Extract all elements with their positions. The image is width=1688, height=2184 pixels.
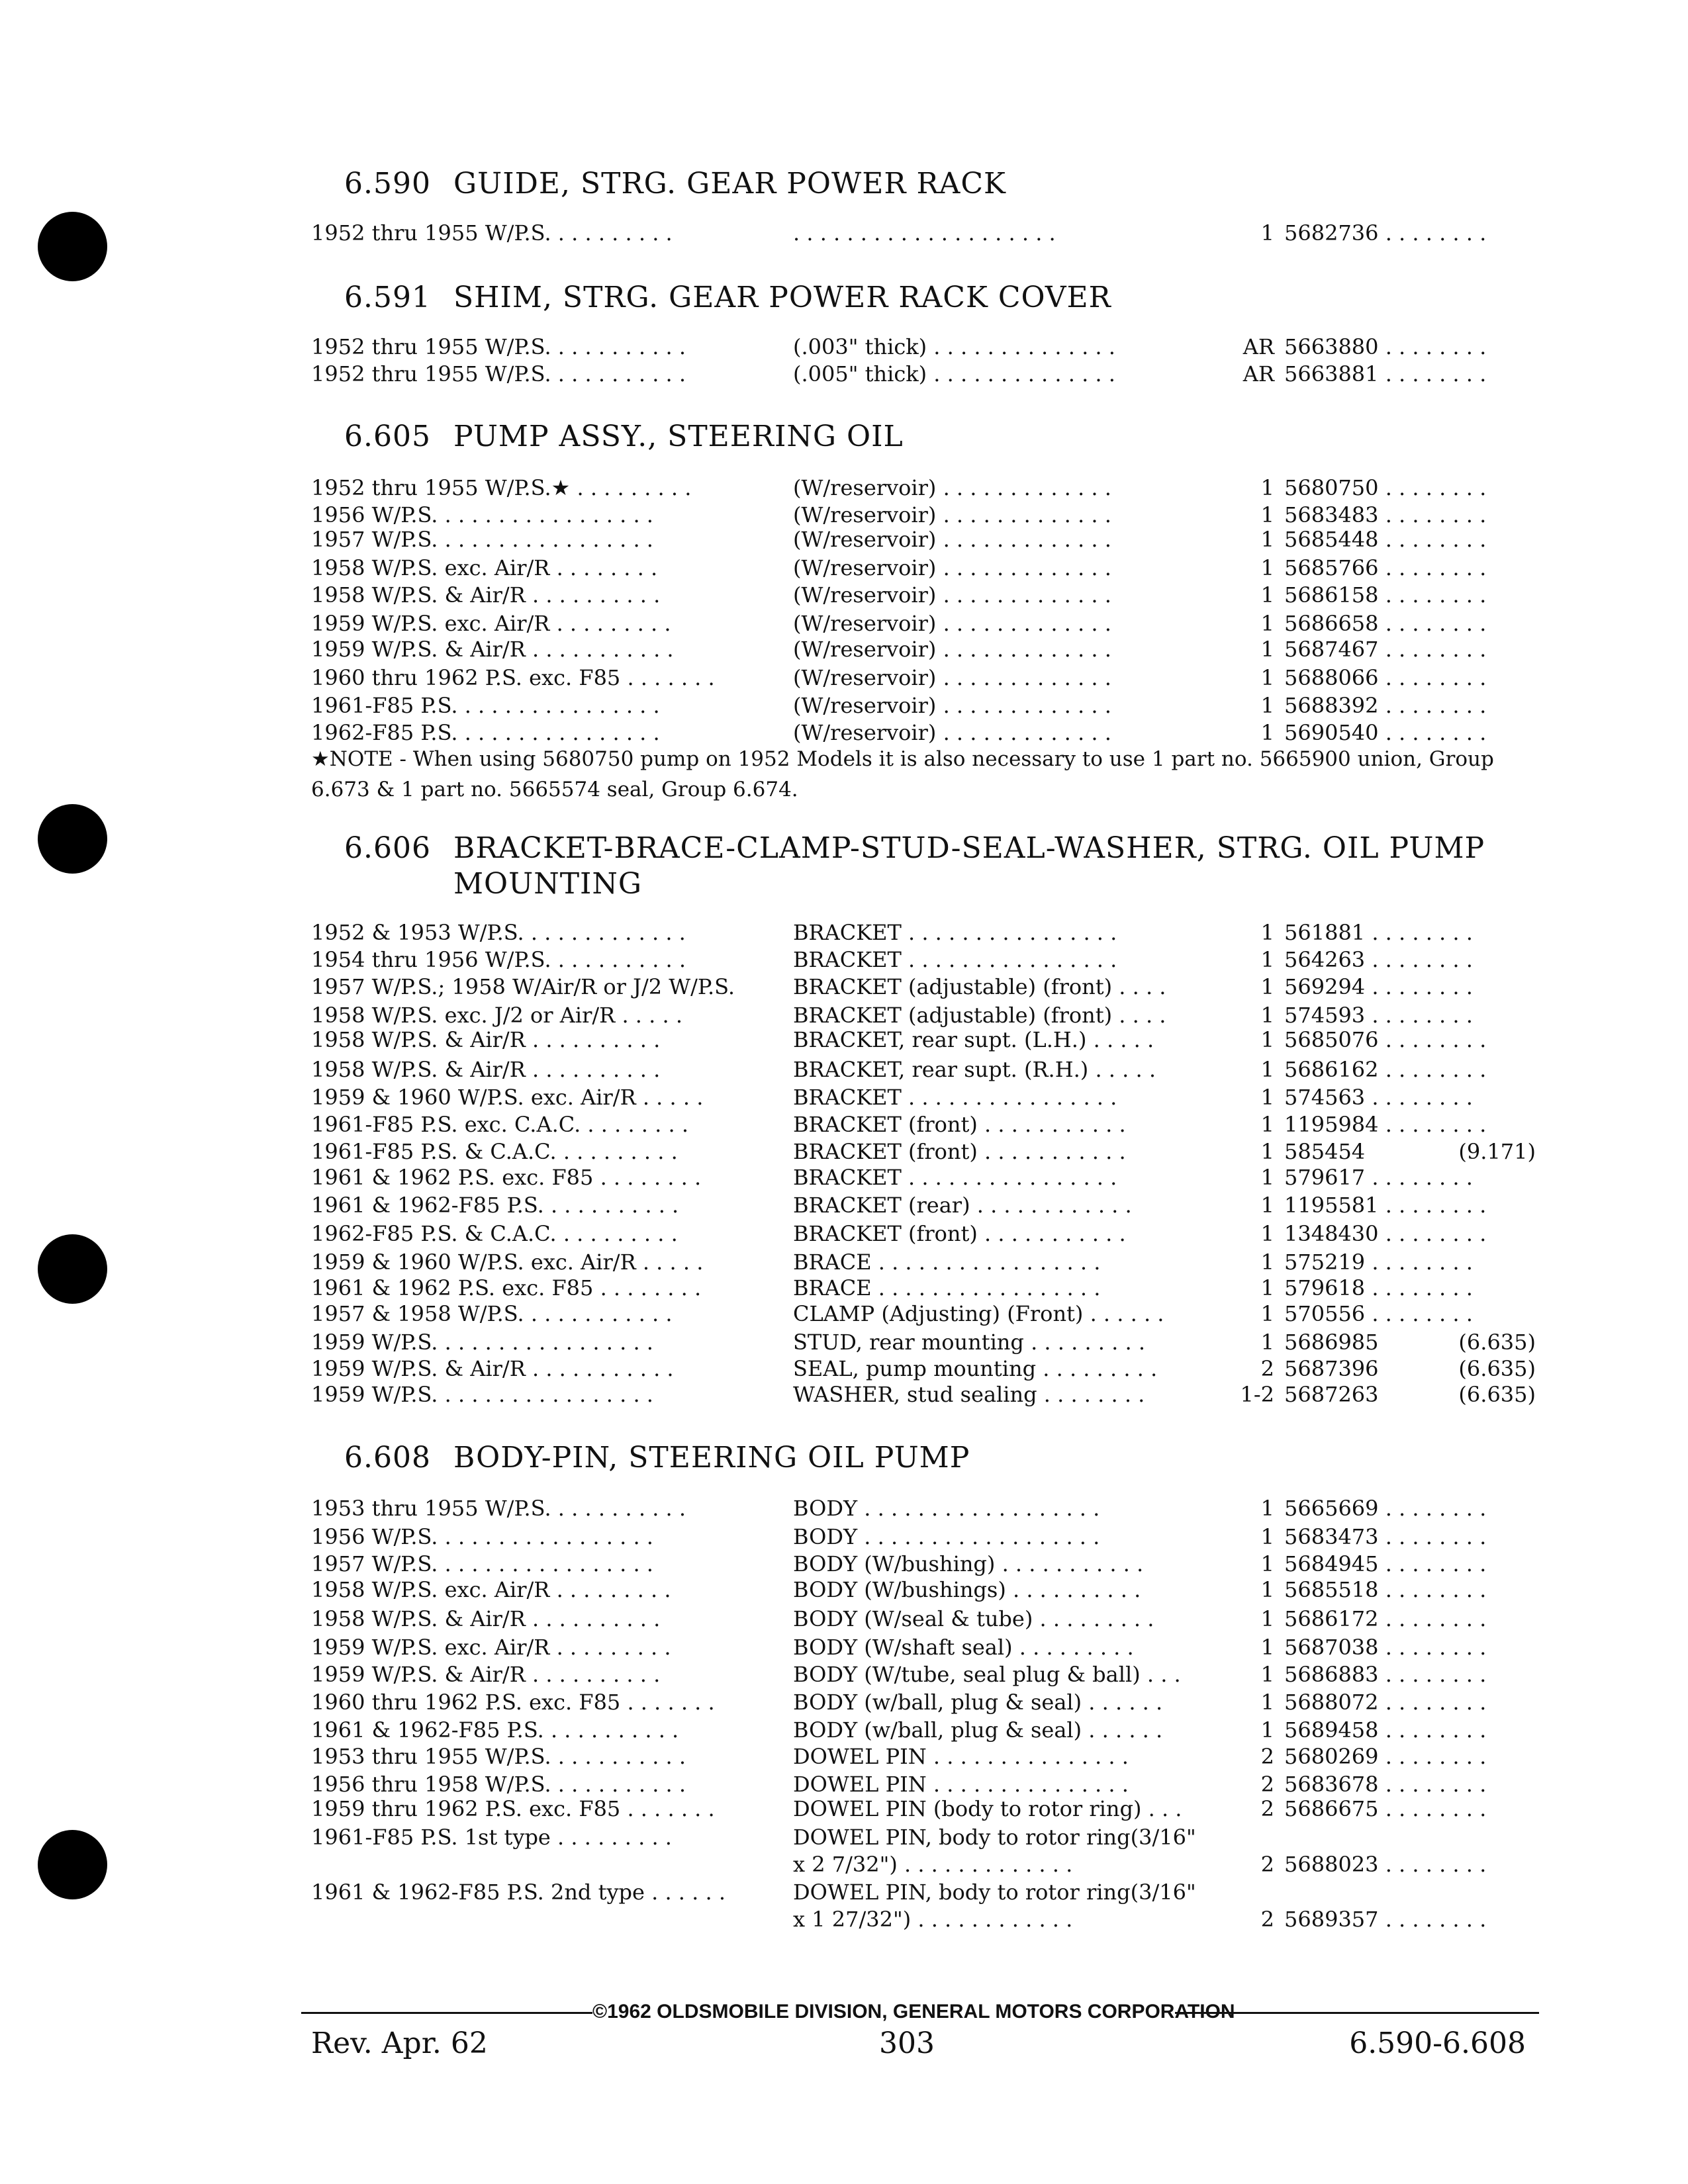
description-cell: (W/reservoir) . . . . . . . . . . . . . xyxy=(793,582,1111,608)
part-number-cell: 5686883 . . . . . . . . xyxy=(1284,1662,1487,1687)
description-cell: x 2 7/32") . . . . . . . . . . . . . xyxy=(793,1852,1073,1877)
table-row xyxy=(311,1743,1536,1770)
part-number-cell: 1348430 . . . . . . . . xyxy=(1284,1221,1487,1246)
description-cell: BODY (W/shaft seal) . . . . . . . . . xyxy=(793,1635,1134,1660)
table-row xyxy=(311,1606,1536,1632)
table-row xyxy=(311,946,1536,973)
quantity-cell: 1 xyxy=(1260,974,1274,999)
description-cell: . . . . . . . . . . . . . . . . . . . . xyxy=(793,220,1056,246)
part-number-cell: 579617 . . . . . . . . xyxy=(1284,1165,1473,1190)
quantity-cell: 1 xyxy=(1260,1524,1274,1549)
application-cell: 1960 thru 1962 P.S. exc. F85 . . . . . . . xyxy=(311,665,715,690)
table-row xyxy=(311,502,1536,528)
part-number-cell: 5688066 . . . . . . . . xyxy=(1284,665,1487,690)
table-row xyxy=(311,220,1536,246)
application-cell: 1952 thru 1955 W/P.S. . . . . . . . . . . xyxy=(311,361,686,387)
description-cell: BRACKET . . . . . . . . . . . . . . . . xyxy=(793,1165,1117,1190)
part-number-cell: 5686675 . . . . . . . . xyxy=(1284,1796,1487,1821)
section-title: BRACKET-BRACE-CLAMP-STUD-SEAL-WASHER, STRG. OIL PUMP xyxy=(453,831,1485,865)
part-number-cell: 5687038 . . . . . . . . xyxy=(1284,1635,1487,1660)
part-number-cell: 5663881 . . . . . . . . xyxy=(1284,361,1487,387)
table-row xyxy=(311,610,1536,637)
section-number: 6.605 xyxy=(344,420,431,453)
quantity-cell: 1 xyxy=(1260,1085,1274,1110)
description-cell: BODY . . . . . . . . . . . . . . . . . . xyxy=(793,1496,1100,1521)
part-number-cell: 5682736 . . . . . . . . xyxy=(1284,220,1487,246)
description-cell: BRACKET (adjustable) (front) . . . . xyxy=(793,974,1166,999)
quantity-cell: 1 xyxy=(1260,693,1274,718)
application-cell: 1961 & 1962 P.S. exc. F85 . . . . . . . . xyxy=(311,1275,702,1300)
application-cell: 1957 W/P.S.; 1958 W/Air/R or J/2 W/P.S. xyxy=(311,974,735,999)
part-number-cell: 5663880 . . . . . . . . xyxy=(1284,334,1487,359)
description-cell: DOWEL PIN, body to rotor ring(3/16" xyxy=(793,1825,1196,1850)
part-number-cell: 5690540 . . . . . . . . xyxy=(1284,720,1487,745)
section-heading xyxy=(344,279,1111,316)
quantity-cell: 1 xyxy=(1260,720,1274,745)
part-number-cell: 5685448 . . . . . . . . xyxy=(1284,527,1487,552)
page-number: 303 xyxy=(879,2026,935,2060)
application-cell: 1959 thru 1962 P.S. exc. F85 . . . . . . . xyxy=(311,1796,715,1821)
table-row xyxy=(311,582,1536,608)
application-cell: 1959 W/P.S. & Air/R . . . . . . . . . . . xyxy=(311,1356,674,1381)
part-number-cell: 575219 . . . . . . . . xyxy=(1284,1250,1473,1275)
application-cell: 1958 W/P.S. & Air/R . . . . . . . . . . xyxy=(311,1606,661,1631)
description-cell: BRACKET (front) . . . . . . . . . . . xyxy=(793,1139,1126,1164)
description-cell: BRACKET . . . . . . . . . . . . . . . . xyxy=(793,947,1117,972)
table-row xyxy=(311,1906,1536,1933)
part-number-cell: 5687396 xyxy=(1284,1356,1379,1381)
table-row xyxy=(311,664,1536,691)
application-cell: 1961 & 1962-F85 P.S. . . . . . . . . . . xyxy=(311,1193,679,1218)
quantity-cell: 1 xyxy=(1260,1577,1274,1602)
description-cell: (W/reservoir) . . . . . . . . . . . . . xyxy=(793,502,1111,527)
revision-date: Rev. Apr. 62 xyxy=(311,2026,488,2060)
table-row xyxy=(311,692,1536,719)
description-cell: DOWEL PIN . . . . . . . . . . . . . . . xyxy=(793,1772,1129,1797)
section-title: BODY-PIN, STEERING OIL PUMP xyxy=(453,1441,970,1475)
description-cell: WASHER, stud sealing . . . . . . . . xyxy=(793,1382,1145,1407)
quantity-cell: 2 xyxy=(1260,1772,1274,1797)
application-cell: 1957 W/P.S. . . . . . . . . . . . . . . . . xyxy=(311,1551,653,1576)
description-cell: BRACKET (rear) . . . . . . . . . . . . xyxy=(793,1193,1132,1218)
table-row xyxy=(311,1329,1536,1355)
table-row xyxy=(311,1524,1536,1550)
part-number-cell: 5686162 . . . . . . . . xyxy=(1284,1057,1487,1082)
table-row xyxy=(311,1111,1536,1138)
part-number-cell: 570556 . . . . . . . . xyxy=(1284,1301,1473,1326)
quantity-cell: 1 xyxy=(1260,1027,1274,1052)
table-row xyxy=(311,1084,1536,1111)
part-number-cell: 5685766 . . . . . . . . xyxy=(1284,555,1487,580)
description-cell: BRACKET, rear supt. (L.H.) . . . . . xyxy=(793,1027,1154,1052)
description-cell: (W/reservoir) . . . . . . . . . . . . . xyxy=(793,475,1111,500)
application-cell: 1952 thru 1955 W/P.S. . . . . . . . . . . xyxy=(311,334,686,359)
part-number-cell: 5687467 . . . . . . . . xyxy=(1284,637,1487,662)
table-row xyxy=(311,919,1536,946)
punch-hole xyxy=(38,1234,107,1304)
part-number-cell: 5689458 . . . . . . . . xyxy=(1284,1717,1487,1743)
quantity-cell: 1 xyxy=(1260,1057,1274,1082)
application-cell: 1959 W/P.S. exc. Air/R . . . . . . . . . xyxy=(311,611,671,636)
section-title-continued: MOUNTING xyxy=(453,867,643,901)
table-row xyxy=(311,1381,1536,1408)
application-cell: 1961-F85 P.S. . . . . . . . . . . . . . . . xyxy=(311,693,660,718)
table-row xyxy=(311,1551,1536,1577)
description-cell: (W/reservoir) . . . . . . . . . . . . . xyxy=(793,611,1111,636)
part-number-cell: 5686658 . . . . . . . . xyxy=(1284,611,1487,636)
part-number-cell: 1195581 . . . . . . . . xyxy=(1284,1193,1487,1218)
description-cell: (W/reservoir) . . . . . . . . . . . . . xyxy=(793,637,1111,662)
part-number-cell: 564263 . . . . . . . . xyxy=(1284,947,1473,972)
description-cell: BODY (w/ball, plug & seal) . . . . . . xyxy=(793,1717,1163,1743)
description-cell: CLAMP (Adjusting) (Front) . . . . . . xyxy=(793,1301,1164,1326)
section-title: GUIDE, STRG. GEAR POWER RACK xyxy=(453,167,1006,201)
part-number-cell: 5686172 . . . . . . . . xyxy=(1284,1606,1487,1631)
description-cell: BODY (W/tube, seal plug & ball) . . . xyxy=(793,1662,1181,1687)
table-row xyxy=(311,475,1536,501)
quantity-cell: 1 xyxy=(1260,1301,1274,1326)
quantity-cell: 1 xyxy=(1260,1662,1274,1687)
section-heading xyxy=(344,830,1485,867)
punch-hole xyxy=(38,804,107,874)
application-cell: 1957 & 1958 W/P.S. . . . . . . . . . . . xyxy=(311,1301,673,1326)
quantity-cell: 1 xyxy=(1260,1551,1274,1576)
table-row xyxy=(311,334,1536,360)
table-row xyxy=(311,1026,1536,1053)
punch-hole xyxy=(38,212,107,281)
description-cell: (.005" thick) . . . . . . . . . . . . . . xyxy=(793,361,1115,387)
section-number: 6.590 xyxy=(344,167,431,201)
application-cell: 1952 thru 1955 W/P.S.★ . . . . . . . . . xyxy=(311,475,692,500)
application-cell: 1962-F85 P.S. . . . . . . . . . . . . . . . xyxy=(311,720,660,745)
table-row xyxy=(311,1002,1536,1028)
part-number-cell: 5683473 . . . . . . . . xyxy=(1284,1524,1487,1549)
quantity-cell: AR xyxy=(1243,361,1274,387)
description-cell: (W/reservoir) . . . . . . . . . . . . . xyxy=(793,693,1111,718)
quantity-cell: 1 xyxy=(1260,1635,1274,1660)
table-row xyxy=(311,1300,1536,1327)
section-heading xyxy=(344,165,1006,203)
table-row xyxy=(311,974,1536,1000)
quantity-cell: 1 xyxy=(1260,637,1274,662)
description-cell: STUD, rear mounting . . . . . . . . . xyxy=(793,1330,1145,1355)
application-cell: 1954 thru 1956 W/P.S. . . . . . . . . . . xyxy=(311,947,686,972)
application-cell: 1959 W/P.S. . . . . . . . . . . . . . . . . xyxy=(311,1330,653,1355)
description-cell: SEAL, pump mounting . . . . . . . . . xyxy=(793,1356,1158,1381)
section-heading xyxy=(344,418,904,455)
reference-group-cell: (6.635) xyxy=(1436,1329,1536,1355)
description-cell: x 1 27/32") . . . . . . . . . . . . xyxy=(793,1907,1073,1932)
application-cell: 1959 & 1960 W/P.S. exc. Air/R . . . . . xyxy=(311,1085,704,1110)
quantity-cell: 1 xyxy=(1260,920,1274,945)
table-row xyxy=(311,1851,1536,1878)
table-row xyxy=(311,1576,1536,1603)
part-number-cell: 5683678 . . . . . . . . xyxy=(1284,1772,1487,1797)
quantity-cell: 1 xyxy=(1260,665,1274,690)
quantity-cell: AR xyxy=(1243,334,1274,359)
section-title: PUMP ASSY., STEERING OIL xyxy=(453,420,904,453)
quantity-cell: 1 xyxy=(1260,1606,1274,1631)
description-cell: BRACKET (adjustable) (front) . . . . xyxy=(793,1003,1166,1028)
description-cell: BODY (W/bushings) . . . . . . . . . . xyxy=(793,1577,1141,1602)
part-number-cell: 574593 . . . . . . . . xyxy=(1284,1003,1473,1028)
section-heading xyxy=(344,1439,970,1477)
table-row xyxy=(311,1355,1536,1382)
application-cell: 1961 & 1962-F85 P.S. 2nd type . . . . . . xyxy=(311,1880,726,1905)
part-number-cell: 5688072 . . . . . . . . xyxy=(1284,1690,1487,1715)
table-row xyxy=(311,1796,1536,1822)
copyright-notice: ©1962 OLDSMOBILE DIVISION, GENERAL MOTORS CORPORATION xyxy=(592,1998,1175,2026)
part-number-cell: 5688392 . . . . . . . . xyxy=(1284,693,1487,718)
quantity-cell: 1 xyxy=(1260,1275,1274,1300)
table-row xyxy=(311,1056,1536,1083)
quantity-cell: 1 xyxy=(1260,1165,1274,1190)
description-cell: (W/reservoir) . . . . . . . . . . . . . xyxy=(793,555,1111,580)
table-row xyxy=(311,1824,1536,1850)
part-number-cell: 5689357 . . . . . . . . xyxy=(1284,1907,1487,1932)
table-row xyxy=(311,555,1536,581)
table-row xyxy=(311,1717,1536,1743)
table-row xyxy=(311,1164,1536,1191)
quantity-cell: 1 xyxy=(1260,555,1274,580)
application-cell: 1960 thru 1962 P.S. exc. F85 . . . . . . . xyxy=(311,1690,715,1715)
description-cell: (W/reservoir) . . . . . . . . . . . . . xyxy=(793,527,1111,552)
application-cell: 1959 W/P.S. exc. Air/R . . . . . . . . . xyxy=(311,1635,671,1660)
table-row xyxy=(311,1138,1536,1165)
quantity-cell: 1 xyxy=(1260,1717,1274,1743)
part-number-cell: 5688023 . . . . . . . . xyxy=(1284,1852,1487,1877)
table-row xyxy=(311,1879,1536,1905)
table-row xyxy=(311,636,1536,662)
description-cell: DOWEL PIN (body to rotor ring) . . . xyxy=(793,1796,1182,1821)
quantity-cell: 1 xyxy=(1260,582,1274,608)
table-row xyxy=(311,526,1536,553)
part-number-cell: 5686985 xyxy=(1284,1330,1379,1355)
quantity-cell: 1 xyxy=(1260,1250,1274,1275)
quantity-cell: 1 xyxy=(1260,1139,1274,1164)
application-cell: 1953 thru 1955 W/P.S. . . . . . . . . . . xyxy=(311,1744,686,1769)
description-cell: BRACKET, rear supt. (R.H.) . . . . . xyxy=(793,1057,1156,1082)
quantity-cell: 2 xyxy=(1260,1852,1274,1877)
table-row xyxy=(311,1689,1536,1715)
group-range: 6.590-6.608 xyxy=(1349,2026,1526,2060)
description-cell: BRACE . . . . . . . . . . . . . . . . . xyxy=(793,1250,1101,1275)
application-cell: 1958 W/P.S. exc. J/2 or Air/R . . . . . xyxy=(311,1003,682,1028)
application-cell: 1957 W/P.S. . . . . . . . . . . . . . . . . xyxy=(311,527,653,552)
quantity-cell: 1-2 xyxy=(1240,1382,1274,1407)
section-number: 6.591 xyxy=(344,281,431,314)
description-cell: BRACKET (front) . . . . . . . . . . . xyxy=(793,1221,1126,1246)
quantity-cell: 2 xyxy=(1260,1907,1274,1932)
reference-group-cell: (6.635) xyxy=(1436,1355,1536,1382)
application-cell: 1956 W/P.S. . . . . . . . . . . . . . . . . xyxy=(311,502,653,527)
table-row xyxy=(311,1192,1536,1218)
part-number-cell: 5680750 . . . . . . . . xyxy=(1284,475,1487,500)
description-cell: (.003" thick) . . . . . . . . . . . . . . xyxy=(793,334,1115,359)
application-cell: 1959 W/P.S. & Air/R . . . . . . . . . . xyxy=(311,1662,661,1687)
reference-group-cell: (9.171) xyxy=(1436,1138,1536,1165)
table-row xyxy=(311,361,1536,387)
part-number-cell: 5665669 . . . . . . . . xyxy=(1284,1496,1487,1521)
table-row xyxy=(311,1661,1536,1688)
part-number-cell: 5686158 . . . . . . . . xyxy=(1284,582,1487,608)
description-cell: BODY . . . . . . . . . . . . . . . . . . xyxy=(793,1524,1100,1549)
application-cell: 1958 W/P.S. & Air/R . . . . . . . . . . xyxy=(311,1057,661,1082)
part-number-cell: 5680269 . . . . . . . . xyxy=(1284,1744,1487,1769)
quantity-cell: 2 xyxy=(1260,1356,1274,1381)
table-row xyxy=(311,1249,1536,1275)
quantity-cell: 1 xyxy=(1260,1221,1274,1246)
punch-hole xyxy=(38,1830,107,1899)
application-cell: 1959 W/P.S. . . . . . . . . . . . . . . . . xyxy=(311,1382,653,1407)
table-row xyxy=(311,1771,1536,1797)
application-cell: 1953 thru 1955 W/P.S. . . . . . . . . . . xyxy=(311,1496,686,1521)
application-cell: 1961-F85 P.S. 1st type . . . . . . . . . xyxy=(311,1825,672,1850)
part-number-cell: 5684945 . . . . . . . . xyxy=(1284,1551,1487,1576)
description-cell: DOWEL PIN, body to rotor ring(3/16" xyxy=(793,1880,1196,1905)
section-number: 6.606 xyxy=(344,831,431,865)
quantity-cell: 1 xyxy=(1260,1003,1274,1028)
quantity-cell: 1 xyxy=(1260,502,1274,527)
application-cell: 1959 & 1960 W/P.S. exc. Air/R . . . . . xyxy=(311,1250,704,1275)
application-cell: 1961-F85 P.S. exc. C.A.C. . . . . . . . . xyxy=(311,1112,688,1137)
description-cell: DOWEL PIN . . . . . . . . . . . . . . . xyxy=(793,1744,1129,1769)
part-number-cell: 5685518 . . . . . . . . xyxy=(1284,1577,1487,1602)
quantity-cell: 1 xyxy=(1260,611,1274,636)
description-cell: (W/reservoir) . . . . . . . . . . . . . xyxy=(793,720,1111,745)
part-number-cell: 561881 . . . . . . . . xyxy=(1284,920,1473,945)
quantity-cell: 1 xyxy=(1260,1330,1274,1355)
quantity-cell: 1 xyxy=(1260,1690,1274,1715)
part-number-cell: 574563 . . . . . . . . xyxy=(1284,1085,1473,1110)
quantity-cell: 1 xyxy=(1260,1193,1274,1218)
quantity-cell: 1 xyxy=(1260,475,1274,500)
reference-group-cell: (6.635) xyxy=(1436,1381,1536,1408)
section-title: SHIM, STRG. GEAR POWER RACK COVER xyxy=(453,281,1111,314)
application-cell: 1956 W/P.S. . . . . . . . . . . . . . . . . xyxy=(311,1524,653,1549)
part-number-cell: 5685076 . . . . . . . . xyxy=(1284,1027,1487,1052)
description-cell: BODY (W/bushing) . . . . . . . . . . . xyxy=(793,1551,1144,1576)
quantity-cell: 1 xyxy=(1260,527,1274,552)
table-row xyxy=(311,1220,1536,1247)
quantity-cell: 1 xyxy=(1260,1112,1274,1137)
description-cell: (W/reservoir) . . . . . . . . . . . . . xyxy=(793,665,1111,690)
quantity-cell: 1 xyxy=(1260,220,1274,246)
quantity-cell: 2 xyxy=(1260,1796,1274,1821)
description-cell: BODY (w/ball, plug & seal) . . . . . . xyxy=(793,1690,1163,1715)
footnote: ★NOTE - When using 5680750 pump on 1952 Models it is also necessary to use 1 part no. 5665900 union, Group 6.673 & 1 part no. 5665574 seal, Group 6.674. xyxy=(311,747,1494,801)
description-cell: BRACKET (front) . . . . . . . . . . . xyxy=(793,1112,1126,1137)
description-cell: BODY (W/seal & tube) . . . . . . . . . xyxy=(793,1606,1154,1631)
application-cell: 1961-F85 P.S. & C.A.C. . . . . . . . . . xyxy=(311,1139,678,1164)
part-number-cell: 5687263 xyxy=(1284,1382,1379,1407)
quantity-cell: 1 xyxy=(1260,1496,1274,1521)
table-row xyxy=(311,1634,1536,1661)
description-cell: BRACKET . . . . . . . . . . . . . . . . xyxy=(793,920,1117,945)
application-cell: 1959 W/P.S. & Air/R . . . . . . . . . . . xyxy=(311,637,674,662)
part-number-cell: 579618 . . . . . . . . xyxy=(1284,1275,1473,1300)
application-cell: 1958 W/P.S. & Air/R . . . . . . . . . . xyxy=(311,582,661,608)
description-cell: BRACE . . . . . . . . . . . . . . . . . xyxy=(793,1275,1101,1300)
part-number-cell: 585454 xyxy=(1284,1139,1366,1164)
application-cell: 1961 & 1962-F85 P.S. . . . . . . . . . . xyxy=(311,1717,679,1743)
application-cell: 1952 & 1953 W/P.S. . . . . . . . . . . . . xyxy=(311,920,686,945)
application-cell: 1961 & 1962 P.S. exc. F85 . . . . . . . . xyxy=(311,1165,702,1190)
table-row xyxy=(311,1495,1536,1522)
part-number-cell: 569294 . . . . . . . . xyxy=(1284,974,1473,999)
quantity-cell: 2 xyxy=(1260,1744,1274,1769)
application-cell: 1956 thru 1958 W/P.S. . . . . . . . . . . xyxy=(311,1772,686,1797)
table-row xyxy=(311,719,1536,746)
table-row xyxy=(311,1275,1536,1301)
application-cell: 1958 W/P.S. exc. Air/R . . . . . . . . xyxy=(311,555,658,580)
quantity-cell: 1 xyxy=(1260,947,1274,972)
application-cell: 1952 thru 1955 W/P.S. . . . . . . . . . xyxy=(311,220,673,246)
part-number-cell: 1195984 . . . . . . . . xyxy=(1284,1112,1487,1137)
part-number-cell: 5683483 . . . . . . . . xyxy=(1284,502,1487,527)
application-cell: 1958 W/P.S. & Air/R . . . . . . . . . . xyxy=(311,1027,661,1052)
description-cell: BRACKET . . . . . . . . . . . . . . . . xyxy=(793,1085,1117,1110)
application-cell: 1962-F85 P.S. & C.A.C. . . . . . . . . . xyxy=(311,1221,678,1246)
section-number: 6.608 xyxy=(344,1441,431,1475)
application-cell: 1958 W/P.S. exc. Air/R . . . . . . . . . xyxy=(311,1577,671,1602)
